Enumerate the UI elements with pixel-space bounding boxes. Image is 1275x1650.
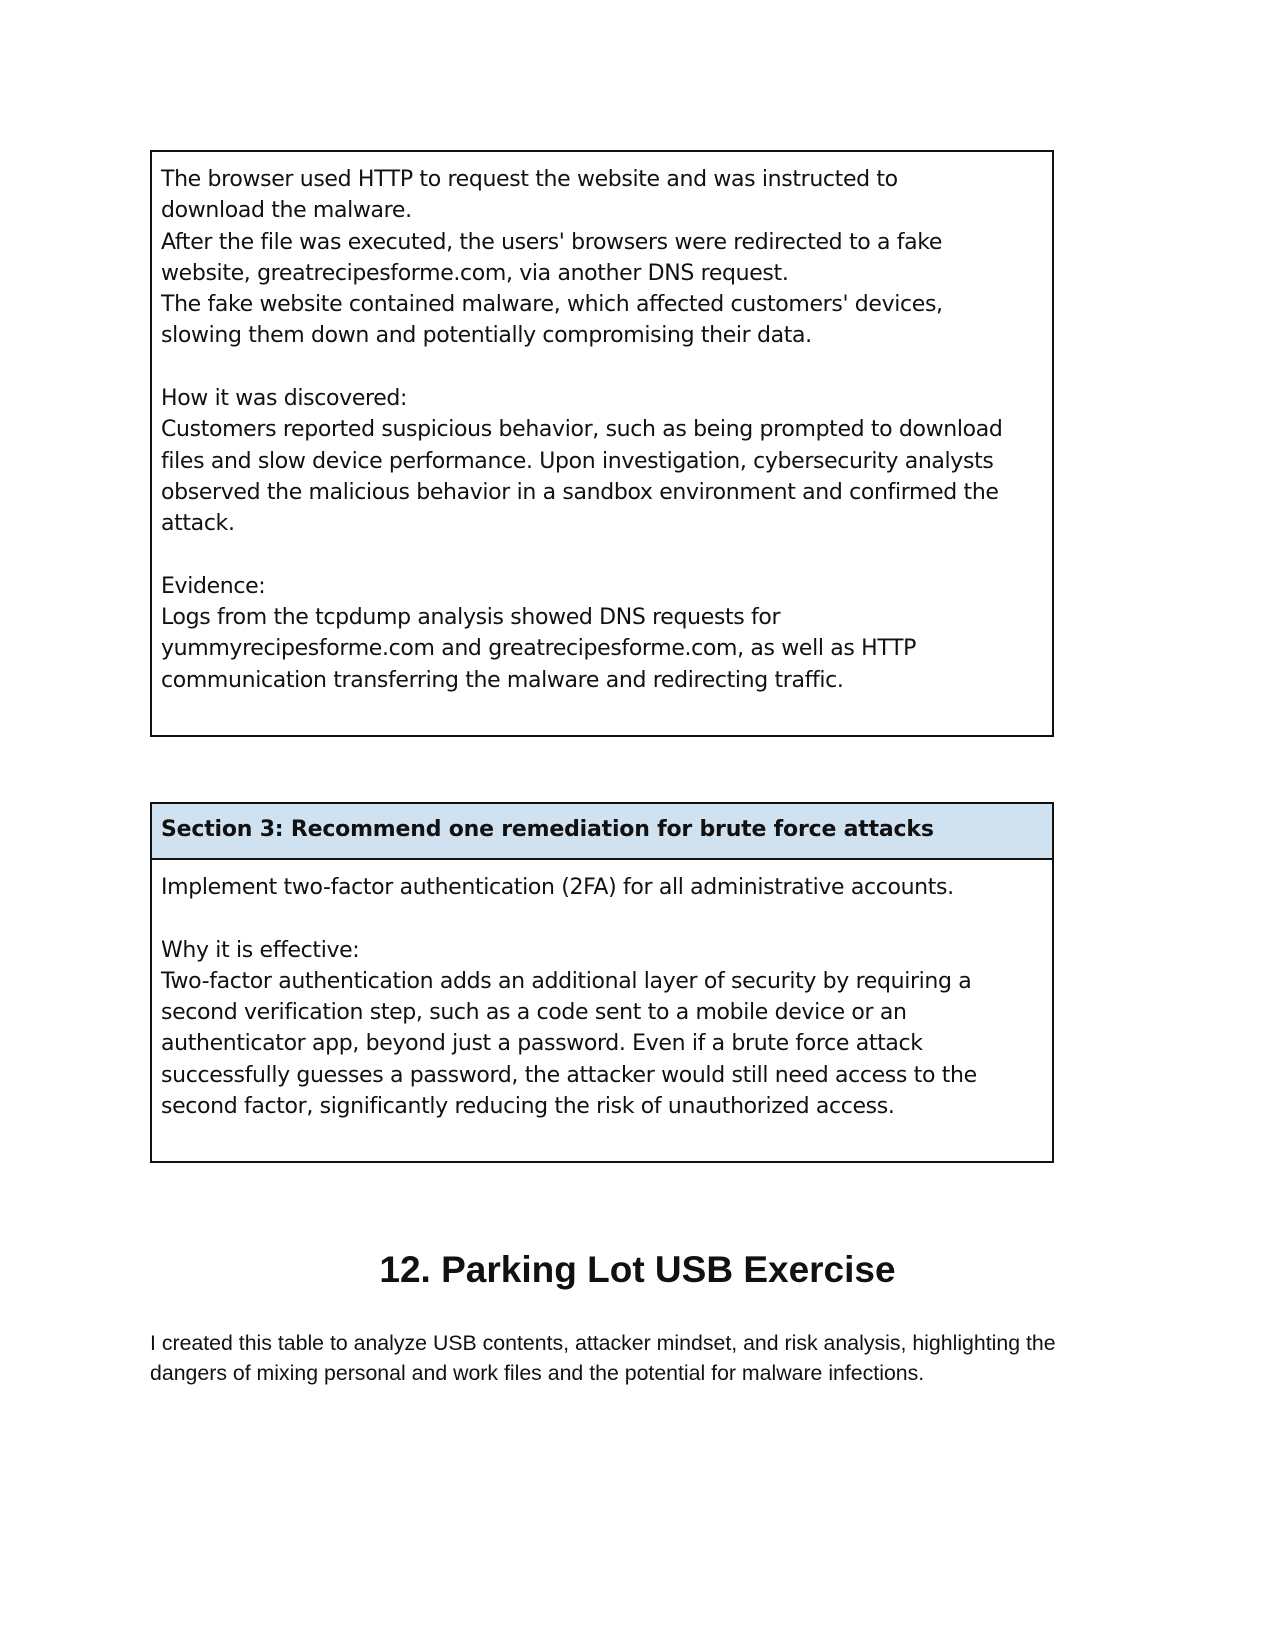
body-text-line: authenticator app, beyond just a password. Even if a brute force attack — [161, 1031, 923, 1057]
exercise-intro — [150, 1328, 1150, 1388]
body-text-line: observed the malicious behavior in a sandbox environment and confirmed the — [161, 479, 999, 505]
intro-text-line: dangers of mixing personal and work files and the potential for malware infections. — [150, 1361, 925, 1385]
body-text-line: The browser used HTTP to request the website and was instructed to — [161, 167, 898, 192]
body-text-line: After the file was executed, the users' browsers were redirected to a fake — [161, 229, 943, 255]
paragraph-gap — [161, 903, 1044, 934]
body-text-line: second factor, significantly reducing the risk of unauthorized access. — [161, 1094, 895, 1120]
body-text-line: files and slow device performance. Upon investigation, cybersecurity analysts — [161, 448, 994, 474]
discovered-label: How it was discovered: — [161, 386, 408, 412]
intro-text-line: I created this table to analyze USB contents, attacker mindset, and risk analysis, highlighting the — [150, 1331, 1056, 1355]
body-text-line: Two-factor authentication adds an additional layer of security by requiring a — [161, 968, 972, 994]
body-text-line: The fake website contained malware, which affected customers' devices, — [161, 292, 943, 318]
body-text-line: successfully guesses a password, the attacker would still need access to the — [161, 1062, 977, 1088]
evidence-label: Evidence: — [161, 573, 266, 599]
body-text-line: communication transferring the malware and redirecting traffic. — [161, 667, 844, 693]
body-text-line: yummyrecipesforme.com and greatrecipesforme.com, as well as HTTP — [161, 636, 917, 662]
paragraph-gap — [161, 352, 1044, 383]
why-label: Why it is effective: — [161, 937, 360, 963]
body-text-line: second verification step, such as a code sent to a mobile device or an — [161, 1000, 907, 1026]
remediation-box — [150, 802, 1054, 1163]
exercise-title: 12. Parking Lot USB Exercise — [379, 1249, 896, 1290]
body-text-line: Logs from the tcpdump analysis showed DNS requests for — [161, 605, 781, 631]
remediation-content — [152, 860, 1052, 1122]
body-text-line: download the malware. — [161, 198, 412, 224]
paragraph-gap — [161, 540, 1044, 571]
body-text-line: slowing them down and potentially compromising their data. — [161, 323, 812, 349]
incident-details-box — [150, 150, 1054, 737]
body-text-line: attack. — [161, 511, 235, 537]
body-text-line: website, greatrecipesforme.com, via another DNS request. — [161, 260, 789, 286]
section-3-heading: Section 3: Recommend one remediation for brute force attacks — [152, 804, 1052, 860]
recommendation-text: Implement two-factor authentication (2FA) for all administrative accounts. — [161, 875, 954, 900]
body-text-line: Customers reported suspicious behavior, such as being prompted to download — [161, 417, 1003, 443]
